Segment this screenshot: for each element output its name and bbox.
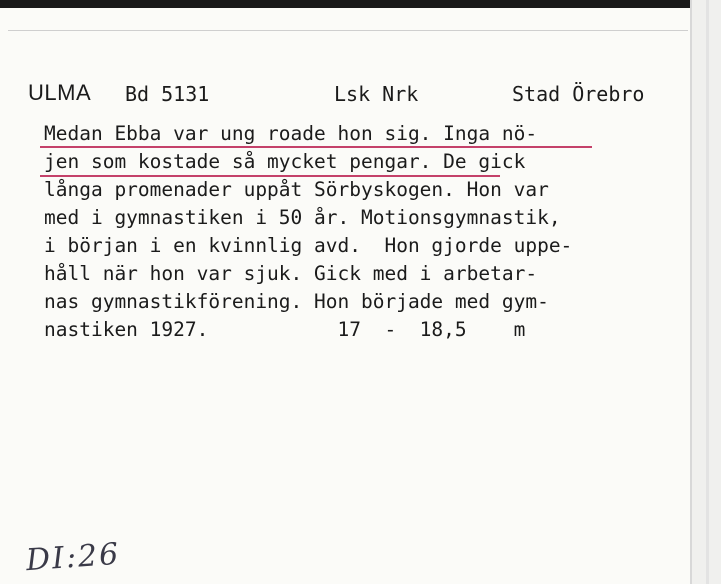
text-line: nastiken 1927. 17 - 18,5 m <box>44 318 526 341</box>
card-right-edge <box>690 0 721 584</box>
card-header <box>0 80 690 110</box>
archive-code: ULMA <box>28 80 92 105</box>
text-line: håll när hon var sjuk. Gick med i arbetar- <box>44 262 538 285</box>
card-edge-strip <box>706 0 709 584</box>
place-name: Stad Örebro <box>512 82 645 106</box>
text-line: långa promenader uppåt Sörbyskogen. Hon var <box>44 178 549 201</box>
text-line: Medan Ebba var ung roade hon sig. Inga nö- <box>44 122 538 145</box>
text-line: med i gymnastiken i 50 år. Motionsgymnastik, <box>44 206 561 229</box>
card-top-rule <box>8 30 688 31</box>
category-code: Lsk Nrk <box>334 82 419 106</box>
text-line: jen som kostade så mycket pengar. De gick <box>44 150 526 173</box>
volume-ref: Bd 5131 <box>125 82 210 106</box>
card-body <box>44 120 684 344</box>
text-line: nas gymnastikförening. Hon började med gym- <box>44 290 549 313</box>
handwritten-note: DI:26 <box>24 536 122 579</box>
text-line: i början i en kvinnlig avd. Hon gjorde uppe- <box>44 234 573 257</box>
card-top-edge <box>0 0 690 8</box>
